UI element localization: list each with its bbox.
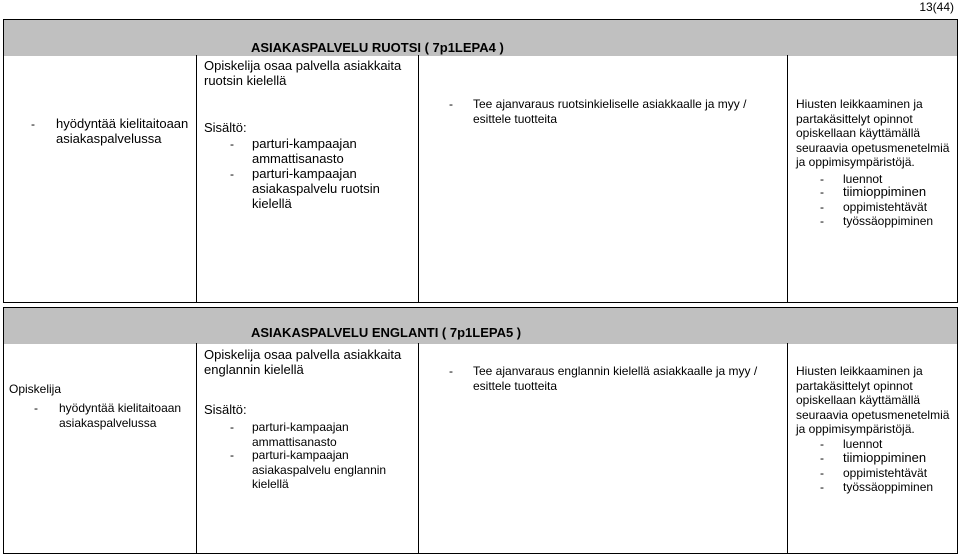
content-item: parturi-kampaajan ammattisanasto bbox=[252, 420, 349, 449]
border bbox=[418, 55, 419, 302]
bullet-dash: - bbox=[449, 97, 453, 111]
section-title: ASIAKASPALVELU ENGLANTI ( 7p1LEPA5 ) bbox=[251, 325, 522, 340]
content-label: Sisältö: bbox=[204, 402, 247, 417]
objective-text: hyödyntää kielitaitoaan asiakaspalvelussa bbox=[56, 116, 189, 146]
bullet-dash: - bbox=[449, 364, 453, 378]
border bbox=[957, 19, 958, 302]
bullet-dash: - bbox=[820, 172, 824, 186]
border bbox=[3, 19, 4, 302]
bullet-dash: - bbox=[820, 480, 824, 494]
border bbox=[418, 343, 419, 553]
bullet-dash: - bbox=[230, 167, 234, 181]
row-bottom-border bbox=[3, 302, 958, 303]
method-item: työssäoppiminen bbox=[843, 214, 934, 228]
row-bottom-border bbox=[3, 553, 958, 554]
method-item: luennot bbox=[843, 172, 883, 186]
border bbox=[787, 55, 788, 302]
method-item: oppimistehtävät bbox=[843, 466, 928, 480]
task-text: Tee ajanvaraus ruotsinkieliselle asiakkaalle ja myy / esittele tuotteita bbox=[473, 97, 747, 126]
method-item: luennot bbox=[843, 437, 883, 451]
border bbox=[3, 307, 4, 553]
content-item: parturi-kampaajan ammattisanasto bbox=[252, 136, 357, 166]
task-text: Tee ajanvaraus englannin kielellä asiakkaalle ja myy / esittele tuotteita bbox=[473, 364, 758, 393]
border bbox=[196, 343, 197, 553]
section-englanti bbox=[3, 307, 958, 553]
bullet-dash: - bbox=[31, 117, 35, 131]
bullet-dash: - bbox=[34, 401, 38, 415]
bullet-dash: - bbox=[230, 448, 234, 462]
section-ruotsi bbox=[3, 19, 958, 302]
method-item: tiimioppiminen bbox=[843, 184, 927, 199]
bullet-dash: - bbox=[820, 185, 824, 199]
objective-prefix: Opiskelija bbox=[9, 382, 62, 396]
method-item: tiimioppiminen bbox=[843, 450, 927, 465]
method-item: työssäoppiminen bbox=[843, 480, 934, 494]
method-item: oppimistehtävät bbox=[843, 200, 928, 214]
border bbox=[196, 55, 197, 302]
border bbox=[787, 343, 788, 553]
intro-text: Opiskelija osaa palvella asiakkaita ruotsin kielellä bbox=[204, 58, 402, 88]
content-item: parturi-kampaajan asiakaspalvelu ruotsin kielellä bbox=[252, 166, 380, 211]
content-label: Sisältö: bbox=[204, 120, 247, 135]
bullet-dash: - bbox=[820, 214, 824, 228]
methods-intro: Hiusten leikkaaminen ja partakäsittelyt opinnot opiskellaan käyttämällä seuraavia opetusmenetelmiä ja oppimisympäristöjä. bbox=[796, 97, 950, 169]
section-title: ASIAKASPALVELU RUOTSI ( 7p1LEPA4 ) bbox=[251, 40, 504, 55]
border bbox=[957, 307, 958, 553]
bullet-dash: - bbox=[820, 451, 824, 465]
bullet-dash: - bbox=[230, 420, 234, 434]
intro-text: Opiskelija osaa palvella asiakkaita englannin kielellä bbox=[204, 347, 402, 377]
bullet-dash: - bbox=[820, 200, 824, 214]
bullet-dash: - bbox=[820, 466, 824, 480]
page-number: 13(44) bbox=[919, 0, 954, 14]
bullet-dash: - bbox=[230, 137, 234, 151]
methods-intro: Hiusten leikkaaminen ja partakäsittelyt opinnot opiskellaan käyttämällä seuraavia opetusmenetelmiä ja oppimisympäristöjä. bbox=[796, 364, 950, 436]
content-item: parturi-kampaajan asiakaspalvelu englannin kielellä bbox=[252, 448, 387, 491]
objective-text: hyödyntää kielitaitoaan asiakaspalvelussa bbox=[59, 401, 182, 430]
bullet-dash: - bbox=[820, 437, 824, 451]
